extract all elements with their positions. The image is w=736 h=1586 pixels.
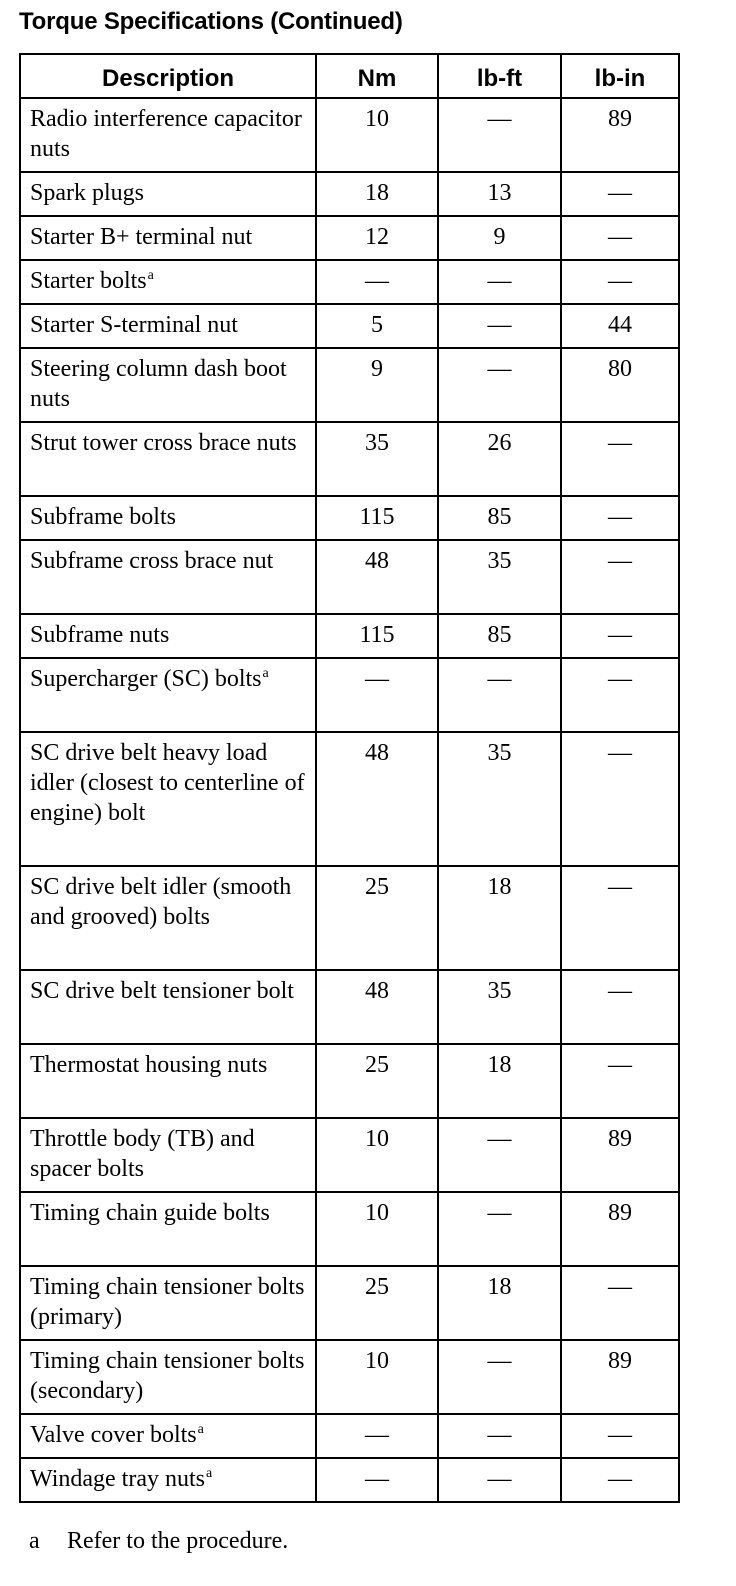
- row-lbin: —: [561, 1044, 679, 1118]
- row-description: Windage tray nuts$^a$: [20, 1458, 316, 1502]
- table-row: [20, 658, 679, 732]
- header-nm: Nm: [316, 54, 438, 98]
- row-nm: 10: [316, 98, 438, 172]
- row-lbft: —: [438, 304, 561, 348]
- row-lbin: —: [561, 614, 679, 658]
- row-nm: 10: [316, 1118, 438, 1192]
- row-lbft: —: [438, 1414, 561, 1458]
- row-lbft: —: [438, 1118, 561, 1192]
- row-description: Subframe nuts: [20, 614, 316, 658]
- table-row: [20, 348, 679, 422]
- row-lbft: —: [438, 1192, 561, 1266]
- footnote-ref: a: [197, 1422, 204, 1437]
- row-description: Starter bolts$^a$: [20, 260, 316, 304]
- row-lbin: 44: [561, 304, 679, 348]
- row-description: Throttle body (TB) and spacer bolts: [20, 1118, 316, 1192]
- header-lbin: lb-in: [561, 54, 679, 98]
- row-lbft: —: [438, 348, 561, 422]
- row-description: SC drive belt idler (smooth and grooved) bolts: [20, 866, 316, 970]
- table-row: [20, 1192, 679, 1266]
- row-lbin: —: [561, 496, 679, 540]
- footnote-mark: a: [29, 1528, 40, 1554]
- row-nm: 25: [316, 866, 438, 970]
- row-nm: 5: [316, 304, 438, 348]
- row-lbin: —: [561, 866, 679, 970]
- row-nm: 18: [316, 172, 438, 216]
- row-description: Supercharger (SC) bolts$^a$: [20, 658, 316, 732]
- row-lbft: —: [438, 98, 561, 172]
- row-lbin: 89: [561, 98, 679, 172]
- footnote-ref: a: [147, 268, 154, 283]
- row-nm: 48: [316, 732, 438, 866]
- row-description: Timing chain tensioner bolts (primary): [20, 1266, 316, 1340]
- row-description: Radio interference capacitor nuts: [20, 98, 316, 172]
- table-row: [20, 172, 679, 216]
- row-nm: 35: [316, 422, 438, 496]
- row-lbft: 35: [438, 970, 561, 1044]
- row-nm: —: [316, 1458, 438, 1502]
- row-description: Steering column dash boot nuts: [20, 348, 316, 422]
- row-lbin: —: [561, 732, 679, 866]
- row-description: Timing chain guide bolts: [20, 1192, 316, 1266]
- row-lbin: —: [561, 970, 679, 1044]
- row-lbin: 80: [561, 348, 679, 422]
- row-nm: —: [316, 1414, 438, 1458]
- table-row: [20, 866, 679, 970]
- row-description: SC drive belt heavy load idler (closest to centerline of engine) bolt: [20, 732, 316, 866]
- page-title: Torque Specifications (Continued): [19, 8, 403, 35]
- footnote-ref: a: [262, 666, 269, 681]
- row-lbin: —: [561, 216, 679, 260]
- row-description: Thermostat housing nuts: [20, 1044, 316, 1118]
- row-description: Spark plugs: [20, 172, 316, 216]
- table-row: [20, 216, 679, 260]
- table-row: [20, 1266, 679, 1340]
- footnote-text: Refer to the procedure.: [67, 1528, 289, 1554]
- row-nm: —: [316, 260, 438, 304]
- row-lbin: 89: [561, 1118, 679, 1192]
- row-lbin: —: [561, 1266, 679, 1340]
- table-row: [20, 422, 679, 496]
- row-description: SC drive belt tensioner bolt: [20, 970, 316, 1044]
- table-row: [20, 1414, 679, 1458]
- row-lbin: —: [561, 422, 679, 496]
- table-header-row: [20, 54, 679, 98]
- row-description: Starter B+ terminal nut: [20, 216, 316, 260]
- row-nm: 48: [316, 970, 438, 1044]
- row-lbin: —: [561, 540, 679, 614]
- row-lbft: —: [438, 1458, 561, 1502]
- row-lbft: 85: [438, 496, 561, 540]
- row-lbin: —: [561, 658, 679, 732]
- table-row: [20, 1118, 679, 1192]
- header-lbft: lb-ft: [438, 54, 561, 98]
- row-lbin: —: [561, 1458, 679, 1502]
- row-description: Strut tower cross brace nuts: [20, 422, 316, 496]
- torque-spec-table: [19, 53, 680, 1503]
- row-lbft: —: [438, 1340, 561, 1414]
- row-nm: 25: [316, 1266, 438, 1340]
- row-lbft: —: [438, 658, 561, 732]
- row-nm: 10: [316, 1340, 438, 1414]
- table-row: [20, 98, 679, 172]
- row-lbft: 13: [438, 172, 561, 216]
- row-nm: 48: [316, 540, 438, 614]
- table-row: [20, 496, 679, 540]
- row-nm: —: [316, 658, 438, 732]
- row-nm: 12: [316, 216, 438, 260]
- row-nm: 115: [316, 614, 438, 658]
- table-row: [20, 260, 679, 304]
- table-row: [20, 1044, 679, 1118]
- row-description: Timing chain tensioner bolts (secondary): [20, 1340, 316, 1414]
- row-lbin: —: [561, 1414, 679, 1458]
- table-row: [20, 1458, 679, 1502]
- row-lbin: —: [561, 172, 679, 216]
- row-description: Subframe cross brace nut: [20, 540, 316, 614]
- row-nm: 10: [316, 1192, 438, 1266]
- row-description: Subframe bolts: [20, 496, 316, 540]
- table-row: [20, 614, 679, 658]
- row-nm: 9: [316, 348, 438, 422]
- row-description: Starter S-terminal nut: [20, 304, 316, 348]
- row-lbft: 18: [438, 1044, 561, 1118]
- table-row: [20, 732, 679, 866]
- table-row: [20, 304, 679, 348]
- row-lbin: 89: [561, 1192, 679, 1266]
- row-lbin: —: [561, 260, 679, 304]
- row-lbft: 9: [438, 216, 561, 260]
- row-lbft: 85: [438, 614, 561, 658]
- row-lbft: 18: [438, 866, 561, 970]
- table-row: [20, 540, 679, 614]
- row-nm: 115: [316, 496, 438, 540]
- footnote-ref: a: [205, 1466, 213, 1481]
- row-nm: 25: [316, 1044, 438, 1118]
- footnote: [29, 1526, 288, 1556]
- table-row: [20, 970, 679, 1044]
- table-row: [20, 1340, 679, 1414]
- header-description: Description: [20, 54, 316, 98]
- row-lbft: 35: [438, 540, 561, 614]
- row-lbft: 35: [438, 732, 561, 866]
- row-lbin: 89: [561, 1340, 679, 1414]
- row-lbft: 26: [438, 422, 561, 496]
- row-lbft: 18: [438, 1266, 561, 1340]
- row-lbft: —: [438, 260, 561, 304]
- row-description: Valve cover bolts$^a$: [20, 1414, 316, 1458]
